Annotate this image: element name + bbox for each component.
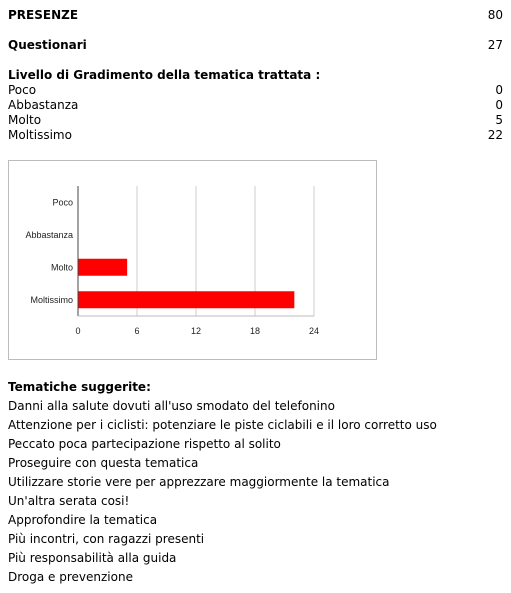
suggerite-title: Tematiche suggerite: (8, 380, 151, 394)
gradimento-value: 5 (495, 113, 503, 127)
gradimento-value: 0 (495, 98, 503, 112)
gradimento-chart (8, 160, 377, 360)
gradimento-title-row (8, 68, 503, 83)
gradimento-value: 0 (495, 83, 503, 97)
suggestion-item: Danni alla salute dovuti all'uso smodato del telefonino (8, 399, 335, 413)
presenze-label: PRESENZE (8, 8, 79, 22)
questionari-label: Questionari (8, 38, 87, 52)
x-tick-label: 24 (308, 326, 320, 336)
bar-moltissimo (78, 291, 294, 308)
x-tick-label: 0 (75, 326, 81, 336)
questionari-value: 27 (487, 38, 503, 52)
presenze-row (8, 8, 503, 23)
suggestion-item: Più responsabilità alla guida (8, 551, 177, 565)
suggestion-item: Proseguire con questa tematica (8, 456, 199, 470)
chart-svg (9, 161, 376, 359)
gradimento-value: 22 (487, 128, 503, 142)
category-label: Poco (52, 197, 73, 208)
x-tick-label: 6 (134, 326, 140, 336)
suggestion-item: Droga e prevenzione (8, 570, 133, 584)
gradimento-label: Moltissimo (8, 128, 72, 142)
gradimento-title: Livello di Gradimento della tematica trattata : (8, 68, 321, 82)
category-label: Molto (50, 262, 73, 273)
gradimento-label: Poco (8, 83, 37, 97)
questionari-row (8, 38, 503, 53)
suggestion-item: Utilizzare storie vere per apprezzare maggiormente la tematica (8, 475, 390, 489)
category-label: Abbastanza (25, 229, 73, 240)
suggestion-item: Più incontri, con ragazzi presenti (8, 532, 205, 546)
x-tick-label: 12 (190, 326, 202, 336)
gradimento-row (8, 128, 503, 143)
gradimento-row (8, 113, 503, 128)
suggestion-item: Attenzione per i ciclisti: potenziare le piste ciclabili e il loro corretto uso (8, 418, 437, 432)
gradimento-row (8, 83, 503, 98)
x-tick-label: 18 (249, 326, 261, 336)
gradimento-label: Molto (8, 113, 42, 127)
gradimento-label: Abbastanza (8, 98, 79, 112)
suggestion-item: Approfondire la tematica (8, 513, 158, 527)
suggestion-item: Un'altra serata cosi! (8, 494, 130, 508)
category-label: Moltissimo (30, 294, 73, 305)
presenze-value: 80 (487, 8, 503, 22)
bar-molto (78, 259, 127, 276)
gradimento-row (8, 98, 503, 113)
suggestion-item: Peccato poca partecipazione rispetto al solito (8, 437, 281, 451)
